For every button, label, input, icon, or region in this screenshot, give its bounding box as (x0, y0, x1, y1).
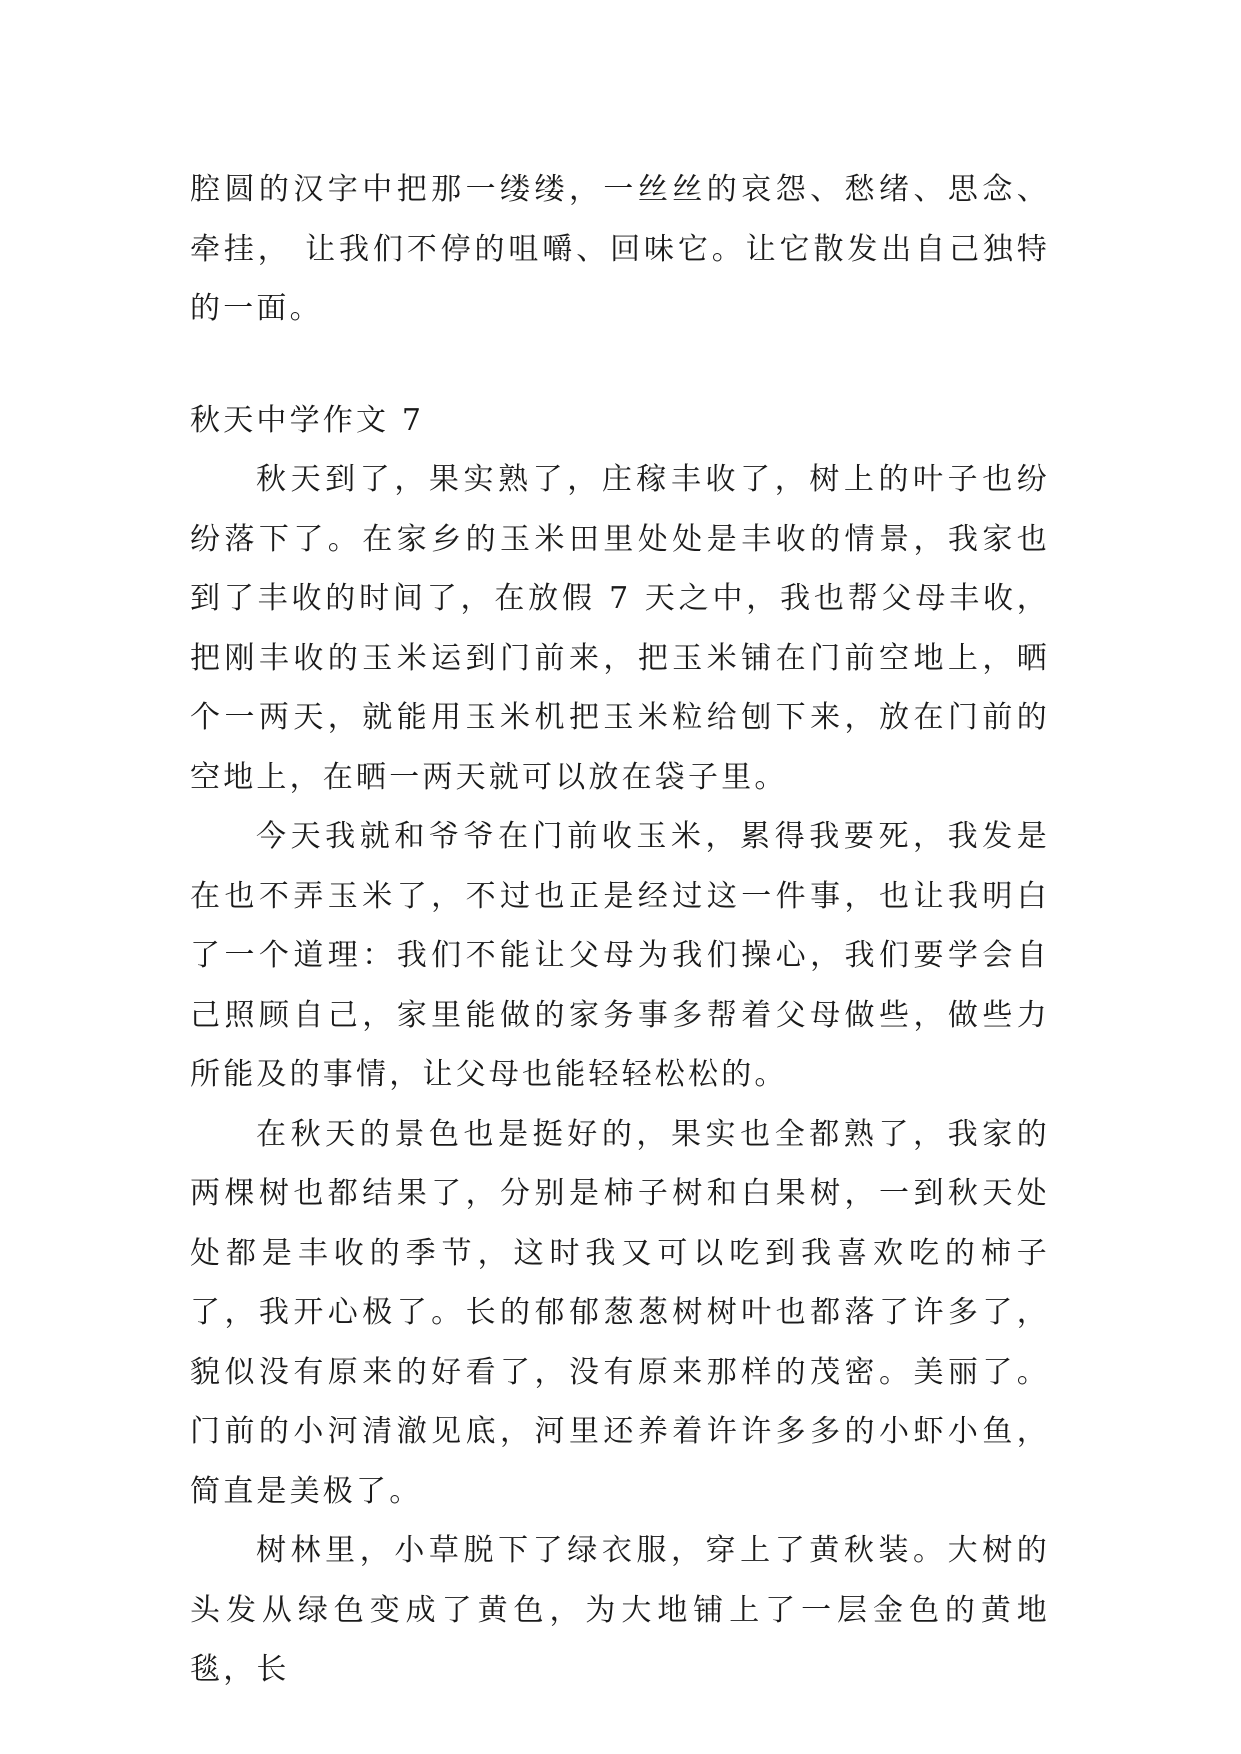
document-body (190, 160, 1050, 1700)
body-paragraph-2: 今天我就和爷爷在门前收玉米，累得我要死，我发是在也不弄玉米了，不过也正是经过这一件事，也让我明白了一个道理：我们不能让父母为我们操心，我们要学会自己照顾自己，家里能做的家务事多帮着父母做些，做些力所能及的事情，让父母也能轻轻松松的。 (190, 819, 1050, 1092)
body-paragraph-3: 在秋天的景色也是挺好的，果实也全都熟了，我家的两棵树也都结果了，分别是柿子树和白果树，一到秋天处处都是丰收的季节，这时我又可以吃到我喜欢吃的柿子了，我开心极了。长的郁郁葱葱树树叶也都落了许多了，貌似没有原来的好看了，没有原来那样的茂密。美丽了。门前的小河清澈见底，河里还养着许许多多的小虾小鱼，简直是美极了。 (190, 1116, 1050, 1509)
section-title: 秋天中学作文 7 (190, 402, 425, 438)
continuation-paragraph: 腔圆的汉字中把那一缕缕，一丝丝的哀怨、愁绪、思念、牵挂， 让我们不停的咀嚼、回味它。让它散发出自己独特的一面。 (190, 172, 1050, 326)
body-paragraph-1: 秋天到了，果实熟了，庄稼丰收了，树上的叶子也纷纷落下了。在家乡的玉米田里处处是丰收的情景，我家也到了丰收的时间了，在放假 7 天之中，我也帮父母丰收，把刚丰收的玉米运到门前来，把玉米铺在门前空地上，晒个一两天，就能用玉米机把玉米粒给刨下来，放在门前的空地上，在晒一两天就可以放在袋子里。 (190, 462, 1050, 795)
body-paragraph-4: 树林里，小草脱下了绿衣服，穿上了黄秋装。大树的头发从绿色变成了黄色，为大地铺上了一层金色的黄地毯，长 (190, 1533, 1050, 1687)
